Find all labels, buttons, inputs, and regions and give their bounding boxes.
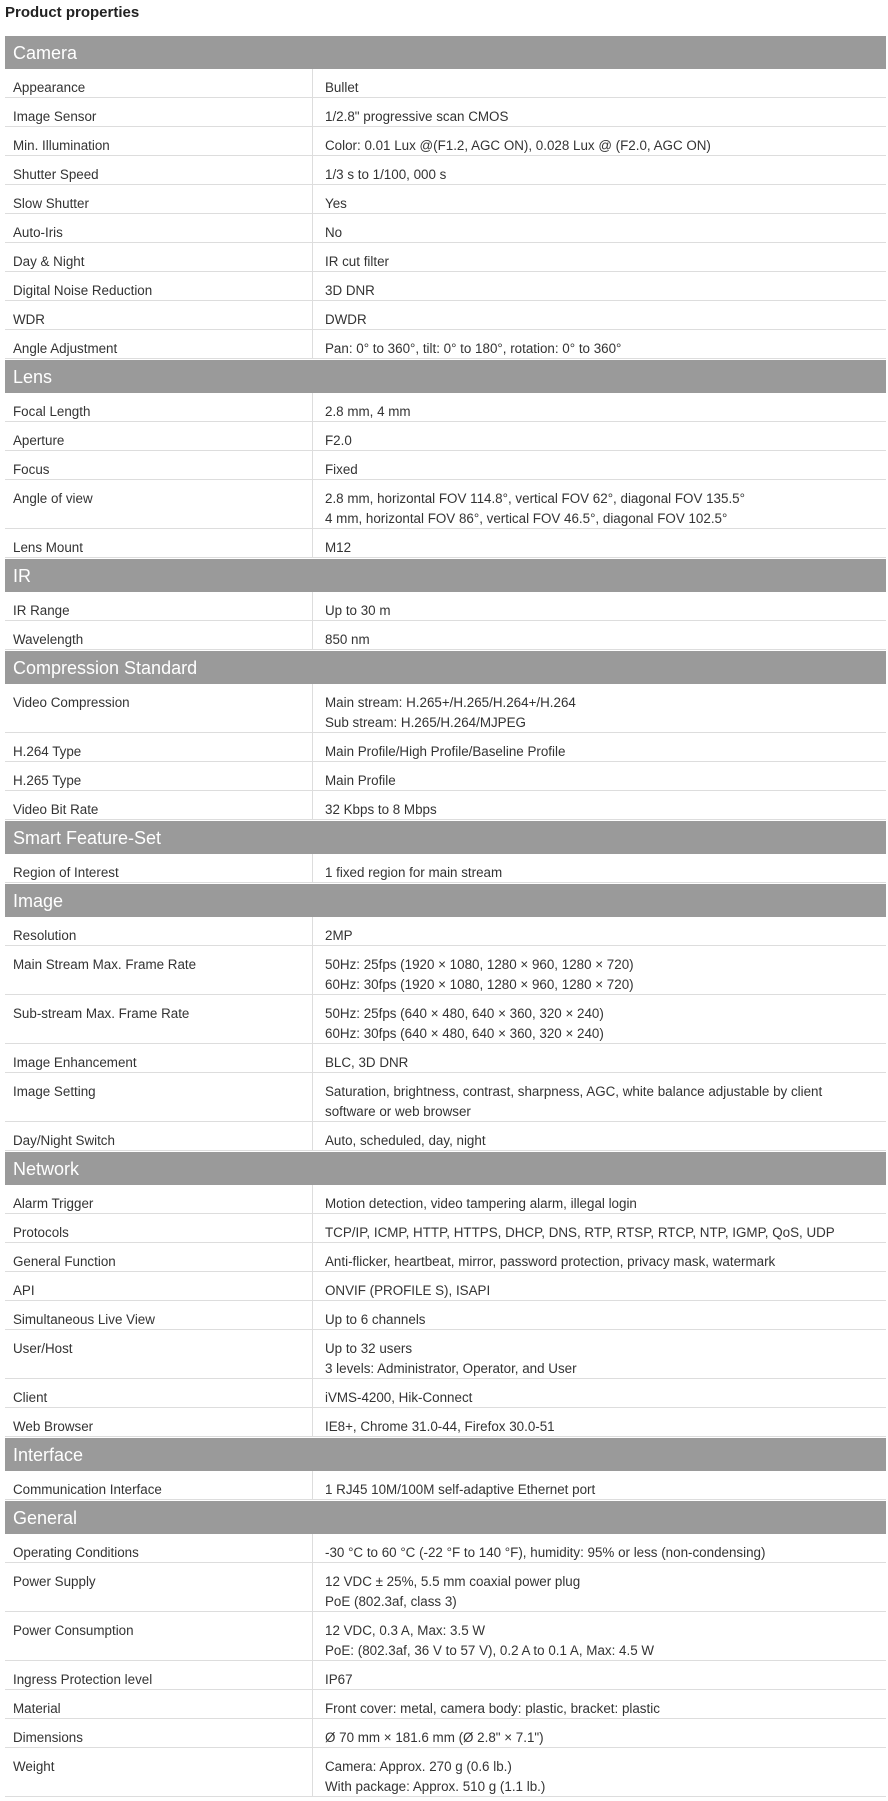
property-value [313,1243,886,1271]
property-name: Aperture [5,422,313,450]
table-row [5,451,886,480]
property-name: Operating Conditions [5,1534,313,1562]
property-value-line: 50Hz: 25fps (640 × 480, 640 × 360, 320 × 240) [325,1006,604,1021]
property-value [313,69,886,97]
property-name: Focal Length [5,393,313,421]
table-row [5,156,886,185]
table-row [5,98,886,127]
property-value [313,1661,886,1689]
section-image [0,883,888,1151]
property-value-line: IP67 [325,1672,353,1687]
property-value-line: iVMS-4200, Hik-Connect [325,1390,473,1405]
table-row [5,1301,886,1330]
table-row [5,185,886,214]
property-value [313,917,886,945]
property-name: API [5,1272,313,1300]
table-row [5,621,886,650]
property-value [313,684,886,732]
property-value [313,301,886,329]
table-row [5,301,886,330]
section-lens [0,359,888,558]
property-value-line: 2MP [325,928,353,943]
property-value-line: Main Profile/High Profile/Baseline Profile [325,744,566,759]
property-value-line: Anti-flicker, heartbeat, mirror, password protection, privacy mask, watermark [325,1254,776,1269]
property-value [313,156,886,184]
section-general [0,1500,888,1797]
property-value-line: 1 fixed region for main stream [325,865,503,880]
property-value-line: No [325,225,343,240]
property-value-line: 60Hz: 30fps (1920 × 1080, 1280 × 960, 1280 × 720) [325,977,634,992]
section-ir [0,558,888,650]
property-name: Image Enhancement [5,1044,313,1072]
property-name: Auto-Iris [5,214,313,242]
property-name: Weight [5,1748,313,1796]
property-value [313,451,886,479]
property-name: IR Range [5,592,313,620]
property-value [313,733,886,761]
property-value-line: Fixed [325,462,358,477]
property-value [313,1612,886,1660]
table-row [5,1748,886,1797]
table-row [5,1661,886,1690]
property-value-line: PoE: (802.3af, 36 V to 57 V), 0.2 A to 0.1 A, Max: 4.5 W [325,1643,655,1658]
property-name: Alarm Trigger [5,1185,313,1213]
property-name: Appearance [5,69,313,97]
property-value [313,243,886,271]
property-name: Min. Illumination [5,127,313,155]
table-row [5,854,886,883]
property-name: Video Bit Rate [5,791,313,819]
table-row [5,1243,886,1272]
property-value [313,762,886,790]
property-value-line: 50Hz: 25fps (1920 × 1080, 1280 × 960, 1280 × 720) [325,957,634,972]
table-row [5,762,886,791]
property-value [313,480,886,528]
property-name: User/Host [5,1330,313,1378]
property-value [313,1719,886,1747]
property-value [313,1301,886,1329]
property-value-line: Up to 6 channels [325,1312,426,1327]
property-value [313,393,886,421]
property-name: Shutter Speed [5,156,313,184]
property-value-line: Front cover: metal, camera body: plastic, bracket: plastic [325,1701,660,1716]
property-value-line: 1/2.8" progressive scan CMOS [325,109,509,124]
table-row [5,422,886,451]
property-value [313,1563,886,1611]
property-value [313,272,886,300]
property-value [313,1748,886,1796]
table-row [5,946,886,995]
property-name: Digital Noise Reduction [5,272,313,300]
section-camera [0,35,888,359]
table-row [5,1122,886,1151]
property-name: Slow Shutter [5,185,313,213]
property-name: Web Browser [5,1408,313,1436]
table-row [5,330,886,359]
table-row [5,127,886,156]
property-value-line: Motion detection, video tampering alarm, illegal login [325,1196,637,1211]
table-row [5,684,886,733]
section-header: Camera [5,35,886,69]
property-value [313,1122,886,1150]
table-row [5,1471,886,1500]
property-value [313,946,886,994]
property-value-line: F2.0 [325,433,352,448]
property-value-line: Ø 70 mm × 181.6 mm (Ø 2.8" × 7.1") [325,1730,544,1745]
section-interface [0,1437,888,1500]
section-header: Compression Standard [5,650,886,684]
property-value-line: DWDR [325,312,367,327]
section-compression [0,650,888,820]
property-value-line: 1/3 s to 1/100, 000 s [325,167,447,182]
property-value [313,1690,886,1718]
property-name: Client [5,1379,313,1407]
property-name: Region of Interest [5,854,313,882]
property-value [313,1379,886,1407]
property-name: Communication Interface [5,1471,313,1499]
table-row [5,1272,886,1301]
property-value [313,1534,886,1562]
table-row [5,1379,886,1408]
table-row [5,791,886,820]
table-row [5,272,886,301]
property-name: Dimensions [5,1719,313,1747]
property-value [313,127,886,155]
property-value-line: Color: 0.01 Lux @(F1.2, AGC ON), 0.028 Lux @ (F2.0, AGC ON) [325,138,711,153]
property-value [313,1073,886,1121]
property-name: Simultaneous Live View [5,1301,313,1329]
section-header: IR [5,558,886,592]
property-value [313,791,886,819]
property-value [313,1272,886,1300]
property-name: Lens Mount [5,529,313,557]
section-header: General [5,1500,886,1534]
page-title: Product properties [5,4,140,21]
property-name: General Function [5,1243,313,1271]
property-value-line: Saturation, brightness, contrast, sharpness, AGC, white balance adjustable by client [325,1084,823,1099]
property-value [313,854,886,882]
property-value-line: 12 VDC ± 25%, 5.5 mm coaxial power plug [325,1574,581,1589]
property-value-line: 2.8 mm, horizontal FOV 114.8°, vertical FOV 62°, diagonal FOV 135.5° [325,491,745,506]
section-header: Interface [5,1437,886,1471]
table-row [5,592,886,621]
property-value [313,1471,886,1499]
property-name: Sub-stream Max. Frame Rate [5,995,313,1043]
property-value-line: Main stream: H.265+/H.265/H.264+/H.264 [325,695,576,710]
property-name: Angle of view [5,480,313,528]
section-smart [0,820,888,883]
property-value [313,529,886,557]
spec-table [0,35,888,1797]
property-name: Wavelength [5,621,313,649]
property-value-line: PoE (802.3af, class 3) [325,1594,457,1609]
property-name: Power Consumption [5,1612,313,1660]
table-row [5,1214,886,1243]
table-row [5,393,886,422]
property-value [313,98,886,126]
property-value [313,422,886,450]
property-name: Day/Night Switch [5,1122,313,1150]
table-row [5,1073,886,1122]
property-value-line: With package: Approx. 510 g (1.1 lb.) [325,1779,546,1794]
property-name: Focus [5,451,313,479]
property-value [313,185,886,213]
table-row [5,480,886,529]
table-row [5,214,886,243]
table-row [5,1185,886,1214]
property-value-line: -30 °C to 60 °C (-22 °F to 140 °F), humidity: 95% or less (non-condensing) [325,1545,766,1560]
property-value [313,1214,886,1242]
property-value [313,1044,886,1072]
section-header: Network [5,1151,886,1185]
property-value-line: 12 VDC, 0.3 A, Max: 3.5 W [325,1623,486,1638]
table-row [5,1330,886,1379]
property-value-line: Sub stream: H.265/H.264/MJPEG [325,715,526,730]
property-name: Protocols [5,1214,313,1242]
property-value-line: 3 levels: Administrator, Operator, and User [325,1361,577,1376]
property-value-line: 3D DNR [325,283,375,298]
table-row [5,1044,886,1073]
property-name: Main Stream Max. Frame Rate [5,946,313,994]
section-header: Lens [5,359,886,393]
table-row [5,1612,886,1661]
property-value [313,1185,886,1213]
property-value [313,592,886,620]
table-row [5,1563,886,1612]
table-row [5,917,886,946]
property-value-line: Pan: 0° to 360°, tilt: 0° to 180°, rotation: 0° to 360° [325,341,622,356]
property-value [313,214,886,242]
table-row [5,733,886,762]
property-name: H.264 Type [5,733,313,761]
table-row [5,529,886,558]
property-value-line: Yes [325,196,347,211]
property-value-line: 60Hz: 30fps (640 × 480, 640 × 360, 320 × 240) [325,1026,604,1041]
property-name: WDR [5,301,313,329]
property-name: Ingress Protection level [5,1661,313,1689]
property-value [313,330,886,358]
property-value-line: BLC, 3D DNR [325,1055,409,1070]
property-name: Day & Night [5,243,313,271]
section-header: Smart Feature-Set [5,820,886,854]
property-value-line: 2.8 mm, 4 mm [325,404,411,419]
property-name: Resolution [5,917,313,945]
property-value [313,621,886,649]
table-row [5,1690,886,1719]
property-value-line: 4 mm, horizontal FOV 86°, vertical FOV 46.5°, diagonal FOV 102.5° [325,511,728,526]
property-name: Power Supply [5,1563,313,1611]
property-value-line: 1 RJ45 10M/100M self-adaptive Ethernet port [325,1482,596,1497]
section-header: Image [5,883,886,917]
property-name: Video Compression [5,684,313,732]
table-row [5,995,886,1044]
property-name: Image Setting [5,1073,313,1121]
property-name: Image Sensor [5,98,313,126]
property-value-line: ONVIF (PROFILE S), ISAPI [325,1283,491,1298]
property-name: H.265 Type [5,762,313,790]
property-value-line: Up to 32 users [325,1341,413,1356]
property-value-line: Camera: Approx. 270 g (0.6 lb.) [325,1759,512,1774]
table-row [5,1408,886,1437]
property-name: Angle Adjustment [5,330,313,358]
property-value-line: 850 nm [325,632,370,647]
property-value [313,1408,886,1436]
property-value [313,995,886,1043]
property-value-line: Main Profile [325,773,396,788]
table-row [5,1719,886,1748]
property-value-line: M12 [325,540,352,555]
property-value-line: Up to 30 m [325,603,391,618]
table-row [5,69,886,98]
property-value-line: IR cut filter [325,254,389,269]
property-value-line: Auto, scheduled, day, night [325,1133,486,1148]
property-value-line: 32 Kbps to 8 Mbps [325,802,437,817]
property-value-line: TCP/IP, ICMP, HTTP, HTTPS, DHCP, DNS, RTP, RTSP, RTCP, NTP, IGMP, QoS, UDP [325,1225,835,1240]
table-row [5,243,886,272]
table-row [5,1534,886,1563]
property-value-line: IE8+, Chrome 31.0-44, Firefox 30.0-51 [325,1419,555,1434]
property-value [313,1330,886,1378]
section-network [0,1151,888,1437]
property-value-line: Bullet [325,80,359,95]
property-value-line: software or web browser [325,1104,471,1119]
property-name: Material [5,1690,313,1718]
